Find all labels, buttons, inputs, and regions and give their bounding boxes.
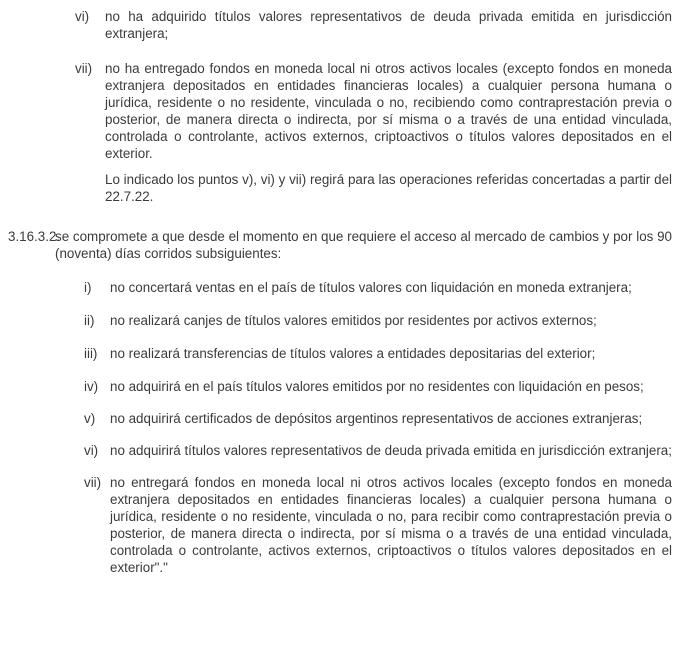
list-item <box>8 312 672 329</box>
list-item-text: no ha adquirido títulos valores representativos de deuda privada emitida en jurisdicción extranjera; <box>105 9 672 41</box>
list-item-text: no adquirirá certificados de depósitos argentinos representativos de acciones extranjeras; <box>110 411 643 426</box>
list-item-text: no realizará transferencias de títulos valores a entidades depositarias del exterior; <box>110 346 596 361</box>
list-item-text: no ha entregado fondos en moneda local ni otros activos locales (excepto fondos en moneda extranjera depositados en entidades financieras locales) a cualquier persona humana o jurídica, residente o no residente, vinculada o no, recibiendo como contraprestación previa o posterior, de manera directa o indirecta, por sí misma o a través de una entidad vinculada, controlada o controlante, activos externos, criptoactivos o títulos valores depositados en el exterior. <box>105 61 672 161</box>
list-item-marker: v) <box>84 411 96 426</box>
list-item-marker: iii) <box>84 346 98 361</box>
list-item-marker: vi) <box>75 9 90 24</box>
clause-heading <box>8 228 672 262</box>
list-item-marker: vii) <box>84 475 102 490</box>
list-item-marker: vi) <box>84 443 99 458</box>
list-item-marker: i) <box>84 280 92 295</box>
list-item <box>8 474 672 576</box>
list-item <box>8 378 672 395</box>
list-item <box>8 60 672 162</box>
list-item-text: no concertará ventas en el país de títulos valores con liquidación en moneda extranjera; <box>110 280 632 295</box>
list-item <box>8 279 672 296</box>
list-item-marker: iv) <box>84 379 99 394</box>
list-item-marker: ii) <box>84 313 95 328</box>
list-item-marker: vii) <box>75 61 93 76</box>
list-item <box>8 345 672 362</box>
list-item-text: no adquirirá títulos valores representativos de deuda privada emitida en jurisdicción extranjera; <box>110 443 672 458</box>
list-item <box>8 8 672 42</box>
list-item <box>8 442 672 459</box>
clause-intro-text: se compromete a que desde el momento en que requiere el acceso al mercado de cambios y por los 90 (noventa) días corridos subsiguientes: <box>55 229 672 261</box>
list-item-text: no realizará canjes de títulos valores emitidos por residentes por activos externos; <box>110 313 597 328</box>
effective-date-note: Lo indicado los puntos v), vi) y vii) regirá para las operaciones referidas concertadas a partir del 22.7.22. <box>105 172 672 204</box>
list-item <box>8 410 672 427</box>
list-item-text: no adquirirá en el país títulos valores emitidos por no residentes con liquidación en pesos; <box>110 379 644 394</box>
clause-number: 3.16.3.2. <box>8 229 61 244</box>
list-item-text: no entregará fondos en moneda local ni otros activos locales (excepto fondos en moneda extranjera depositados en entidades financieras locales) a cualquier persona humana o jurídica, residente o no residente, vinculada o no, para recibir como contraprestación previa o posterior, de manera directa o indirecta, por sí misma o a través de una entidad vinculada, controlada o controlante, activos externos, criptoactivos o títulos valores depositados en el exterior"." <box>110 475 672 575</box>
